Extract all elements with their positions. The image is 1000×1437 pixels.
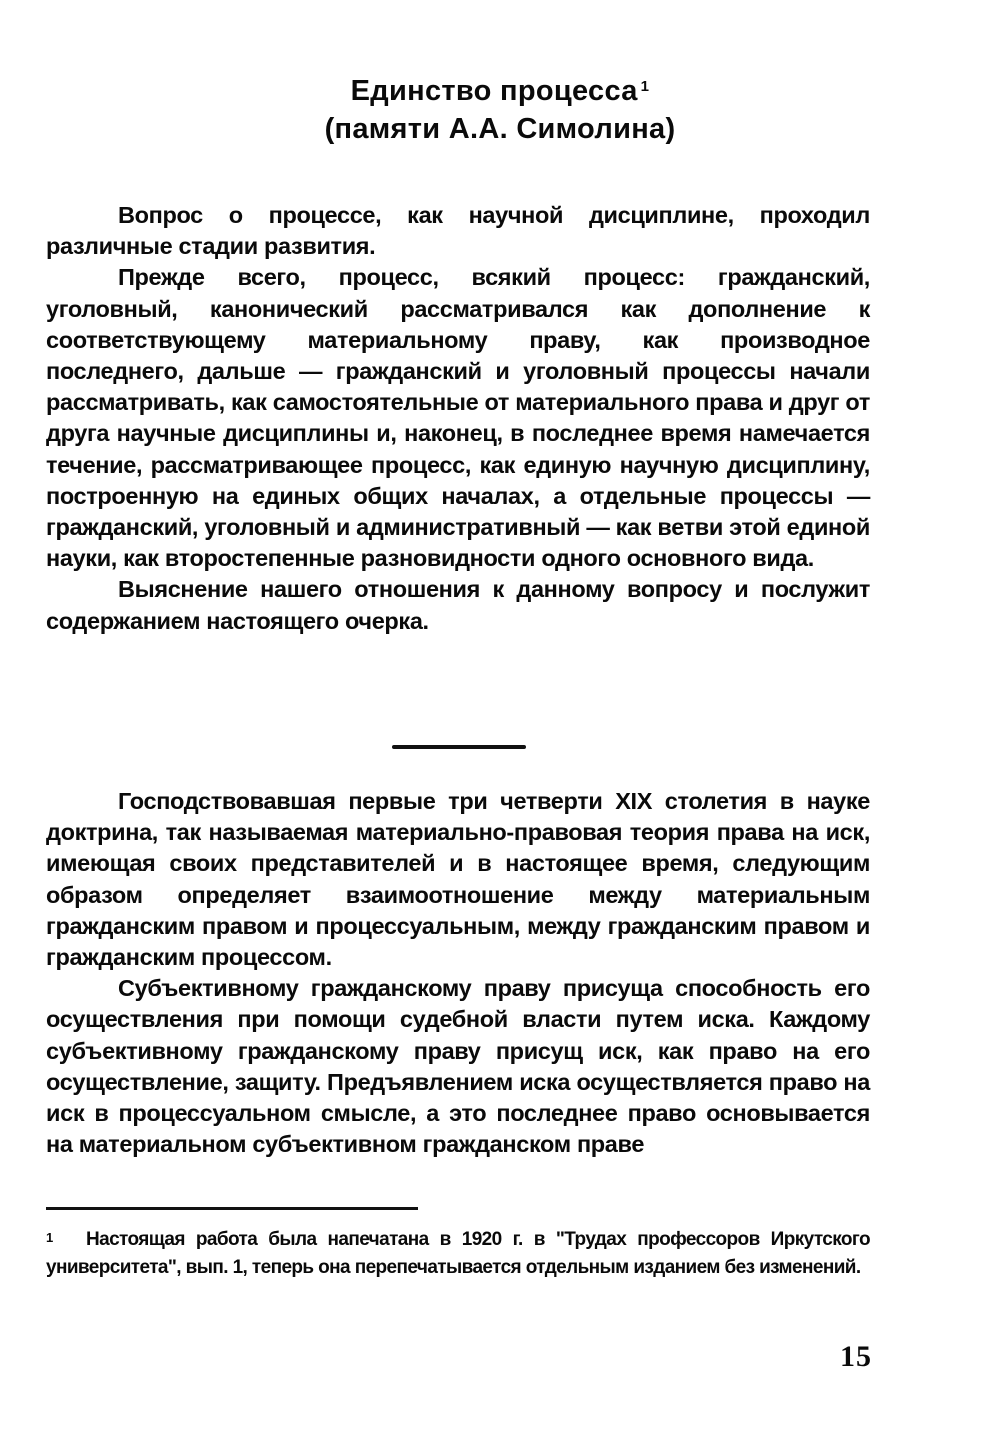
main-section: [46, 786, 870, 1160]
paragraph: Выяснение нашего отношения к данному вопросу и послужит содержанием настоящего очерка.: [46, 576, 870, 634]
paragraph: Господствовавшая первые три четверти XIX столетия в науке доктрина, так называемая материально-правовая теория права на иск, имеющая своих представителей и в настоящее время, следующим образом определяет взаимоотношение между материальным гражданским правом и процессуальным, между гражданским правом и гражданским процессом.: [46, 788, 870, 971]
footnote: [46, 1226, 870, 1282]
title-text: Единство процесса: [350, 75, 638, 107]
title-line-2: (памяти А.А. Симолина): [324, 113, 676, 145]
title-line-1: [0, 72, 1000, 110]
paragraph: Прежде всего, процесс, всякий процесс: гражданский, уголовный, канонический рассматривался как дополнение к соответствующему материальному праву, как производное последнего, дальше — гражданский и уголовный процессы начали рассматривать, как самостоятельные от материального права и друг от друга научные дисциплины и, наконец, в последнее время намечается течение, рассматривающее процесс, как единую научную дисциплину, построенную на единых общих началах, а отдельные процессы — гражданский, уголовный и административный — как ветви этой единой науки, как второстепенные разновидности одного основного вида.: [46, 264, 870, 572]
page-number: 15: [840, 1340, 872, 1373]
footnote-text: Настоящая работа была напечатана в 1920 г. в "Трудах профессоров Иркутского университета", вып. 1, теперь она перепечатывается отдельным изданием без изменений.: [46, 1229, 870, 1278]
chapter-title: [0, 72, 1000, 148]
footnote-divider: [46, 1207, 418, 1210]
section-separator: [392, 745, 526, 749]
footnote-mark: 1: [46, 1230, 53, 1245]
paragraph: Вопрос о процессе, как научной дисциплине, проходил различные стадии развития.: [46, 202, 870, 260]
title-footnote-ref: 1: [640, 78, 650, 95]
intro-section: [46, 200, 870, 637]
paragraph: Субъективному гражданскому праву присуща способность его осуществления при помощи судебной власти путем иска. Каждому субъективному гражданскому праву присущ иск, как право на его осуществление, защиту. Предъявлением иска осуществляется право на иск в процессуальном смысле, а это последнее право основывается на материальном субъективном гражданском праве: [46, 975, 870, 1158]
